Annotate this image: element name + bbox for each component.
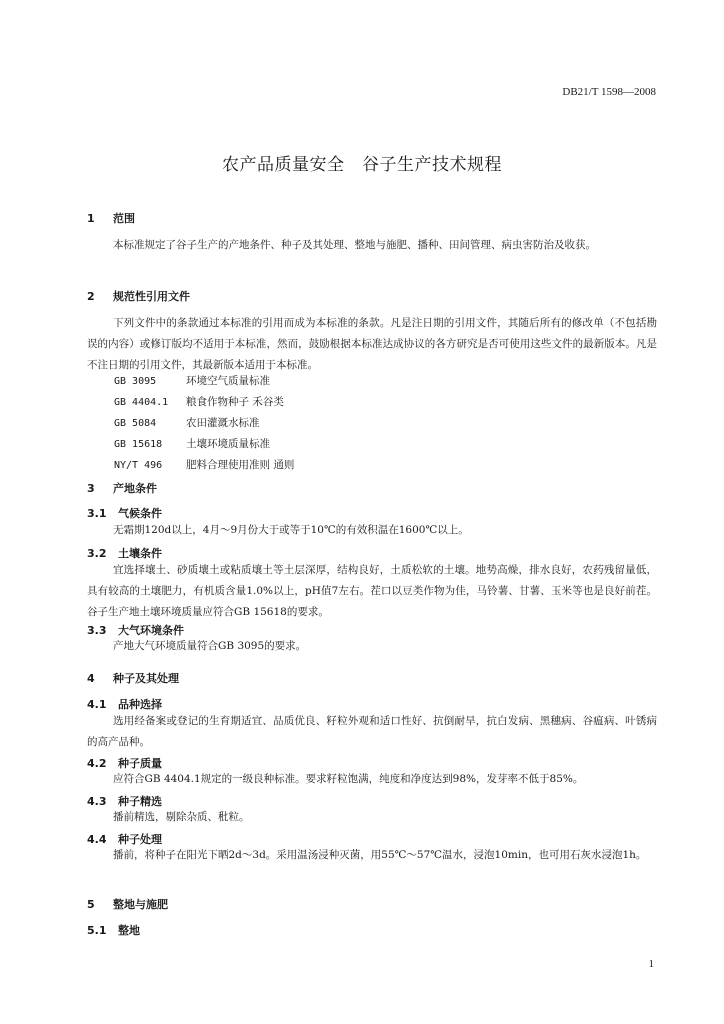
reference-code: GB 15618	[114, 439, 163, 450]
section-3-heading	[87, 480, 157, 496]
reference-name: 肥料合理使用准则 通则	[186, 459, 295, 471]
section-number: 2	[87, 290, 95, 303]
section-1-heading	[87, 210, 135, 226]
section-number: 5	[87, 898, 95, 911]
reference-name: 农田灌溉水标准	[186, 417, 260, 429]
section-2-text: 下列文件中的条款通过本标准的引用而成为本标准的条款。凡是注日期的引用文件，其随后所有的修改单（不包括勘误的内容）或修订版均不适用于本标准，然而，鼓励根据本标准达成协议的各方研究是否可使用这些文件的最新版本。凡是不注日期的引用文件，其最新版本适用于本标准。	[87, 317, 657, 371]
section-title: 整地与施肥	[113, 898, 168, 911]
subsection-number: 4.4	[87, 833, 107, 846]
subsection-title: 整地	[118, 924, 140, 937]
subsection-number: 4.1	[87, 698, 107, 711]
subsection-5-1-heading	[87, 922, 140, 938]
reference-code: NY/T 496	[114, 460, 163, 471]
subsection-4-2-text: 应符合GB 4404.1规定的一级良种标准。要求籽粒饱满，纯度和净度达到98%，发芽率不低于85%。	[113, 773, 584, 785]
section-1-text: 本标准规定了谷子生产的产地条件、种子及其处理、整地与施肥、播种、田间管理、病虫害防治及收获。	[113, 239, 596, 251]
section-title: 产地条件	[113, 482, 157, 495]
subsection-3-2-heading	[87, 545, 162, 561]
subsection-title: 大气环境条件	[118, 624, 184, 637]
page-number: 1	[648, 958, 654, 970]
section-title: 种子及其处理	[113, 672, 179, 685]
subsection-number: 3.3	[87, 624, 107, 637]
reference-code: GB 4404.1	[114, 397, 169, 408]
reference-code: GB 3095	[114, 376, 157, 387]
subsection-4-1-heading	[87, 696, 162, 712]
subsection-4-4-text: 播前，将种子在阳光下晒2d～3d。采用温汤浸种灭菌，用55℃～57℃温水，浸泡10min，也可用石灰水浸泡1h。	[113, 849, 647, 861]
subsection-title: 种子精选	[118, 795, 162, 808]
subsection-4-1-text: 选用经备案或登记的生育期适宜、品质优良、籽粒外观和适口性好、抗倒耐旱，抗白发病、黑穗病、谷瘟病、叶锈病的高产品种。	[87, 715, 657, 748]
section-4-heading	[87, 670, 179, 686]
subsection-number: 3.1	[87, 507, 107, 520]
subsection-3-1-text: 无霜期120d以上，4月～9月份大于或等于10℃的有效积温在1600℃以上。	[113, 524, 469, 536]
subsection-title: 种子质量	[118, 757, 162, 770]
section-title: 范围	[113, 212, 135, 225]
subsection-number: 5.1	[87, 924, 107, 937]
subsection-4-3-text: 播前精选，剔除杂质、秕粒。	[113, 811, 250, 823]
reference-name: 环境空气质量标准	[186, 375, 270, 387]
reference-item	[114, 394, 284, 409]
subsection-number: 4.2	[87, 757, 107, 770]
subsection-3-2-text: 宜选择壤土、砂质壤土或粘质壤土等土层深厚，结构良好，土质松软的土壤。地势高燥，排水良好，农药残留量低，具有较高的土壤肥力，有机质含量1.0%以上，pH值7左右。茬口以豆类作物为佳，马铃薯、甘薯、玉米等也是良好前茬。谷子生产地土壤环境质量应符合GB 15618的要求。	[87, 564, 657, 618]
reference-name: 土壤环境质量标准	[186, 438, 270, 450]
section-title: 规范性引用文件	[113, 290, 190, 303]
reference-item	[114, 457, 294, 472]
subsection-title: 土壤条件	[118, 547, 162, 560]
reference-code: GB 5084	[114, 418, 157, 429]
document-title: 农产品质量安全 谷子生产技术规程	[222, 155, 502, 175]
section-number: 3	[87, 482, 95, 495]
subsection-number: 4.3	[87, 795, 107, 808]
subsection-title: 品种选择	[118, 698, 162, 711]
section-number: 4	[87, 672, 95, 685]
section-5-heading	[87, 896, 168, 912]
subsection-number: 3.2	[87, 547, 107, 560]
reference-item	[114, 436, 270, 451]
reference-name: 粮食作物种子 禾谷类	[186, 396, 284, 408]
subsection-3-3-text: 产地大气环境质量符合GB 3095的要求。	[113, 640, 307, 652]
standard-code: DB21/T 1598—2008	[562, 86, 656, 98]
reference-item	[114, 373, 270, 388]
reference-item	[114, 415, 260, 430]
subsection-3-1-heading	[87, 505, 162, 521]
section-number: 1	[87, 212, 95, 225]
subsection-title: 种子处理	[118, 833, 162, 846]
section-2-heading	[87, 288, 190, 304]
subsection-title: 气候条件	[118, 507, 162, 520]
